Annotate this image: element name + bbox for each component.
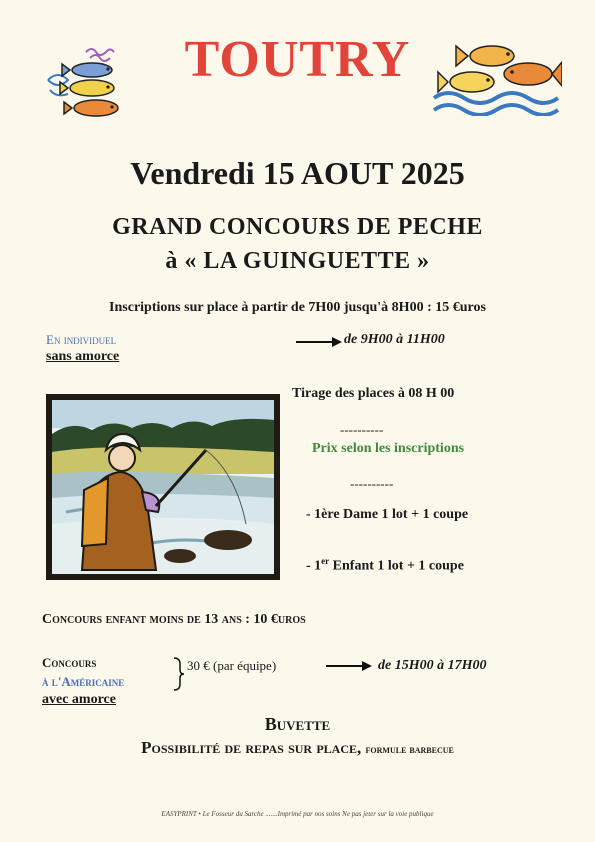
americaine-price: 30 € (par équipe): [187, 658, 277, 673]
prize-dame: - 1ère Dame 1 lot + 1 coupe: [306, 507, 469, 522]
inscriptions-info: Inscriptions sur place à partir de 7H00 jusqu'à 8H00 : 15 €uros: [109, 300, 486, 315]
event-subtitle-line1: GRAND CONCOURS DE PECHE: [112, 214, 483, 240]
americaine-line2: à l'Américaine: [42, 674, 125, 689]
repas-main: Possibilité de repas sur place,: [141, 738, 362, 757]
prize-enfant: [306, 556, 464, 575]
prize-enfant-rest: Enfant 1 lot + 1 coupe: [329, 558, 464, 574]
separator-1: ----------: [340, 422, 384, 437]
prix-info: Prix selon les inscriptions: [312, 441, 465, 456]
repas-info: [0, 738, 595, 758]
tirage-info: Tirage des places à 08 H 00: [292, 386, 455, 401]
buvette: Buvette: [264, 714, 331, 734]
event-date: Vendredi 15 AOUT 2025: [130, 155, 465, 191]
arrow-right-icon: [326, 660, 372, 672]
brace-icon: [172, 656, 186, 692]
prize-enfant-prefix: - 1: [306, 558, 322, 574]
arrow-right-icon: [296, 336, 342, 348]
page-title: TOUTRY: [184, 31, 411, 88]
fisherman-illustration: [46, 394, 280, 580]
individuel-hours: de 9H00 à 11H00: [344, 332, 445, 347]
individuel-sub: sans amorce: [46, 349, 120, 364]
americaine-line1: Concours: [42, 655, 97, 670]
concours-enfant: Concours enfant moins de 13 ans : 10 €uros: [42, 612, 306, 627]
separator-2: ----------: [350, 476, 394, 491]
prize-enfant-sup: er: [321, 556, 330, 566]
footer-note: EASYPRINT • Le Fosseur du Sarche .......Imprimé par nos soins Ne pas jeter sur la voie publique: [161, 810, 434, 818]
repas-small: formule barbecue: [365, 742, 454, 756]
event-subtitle-line2: à « LA GUINGUETTE »: [165, 248, 430, 274]
americaine-sub: avec amorce: [42, 692, 116, 707]
individuel-label: En individuel: [46, 332, 117, 347]
americaine-hours: de 15H00 à 17H00: [378, 658, 487, 673]
